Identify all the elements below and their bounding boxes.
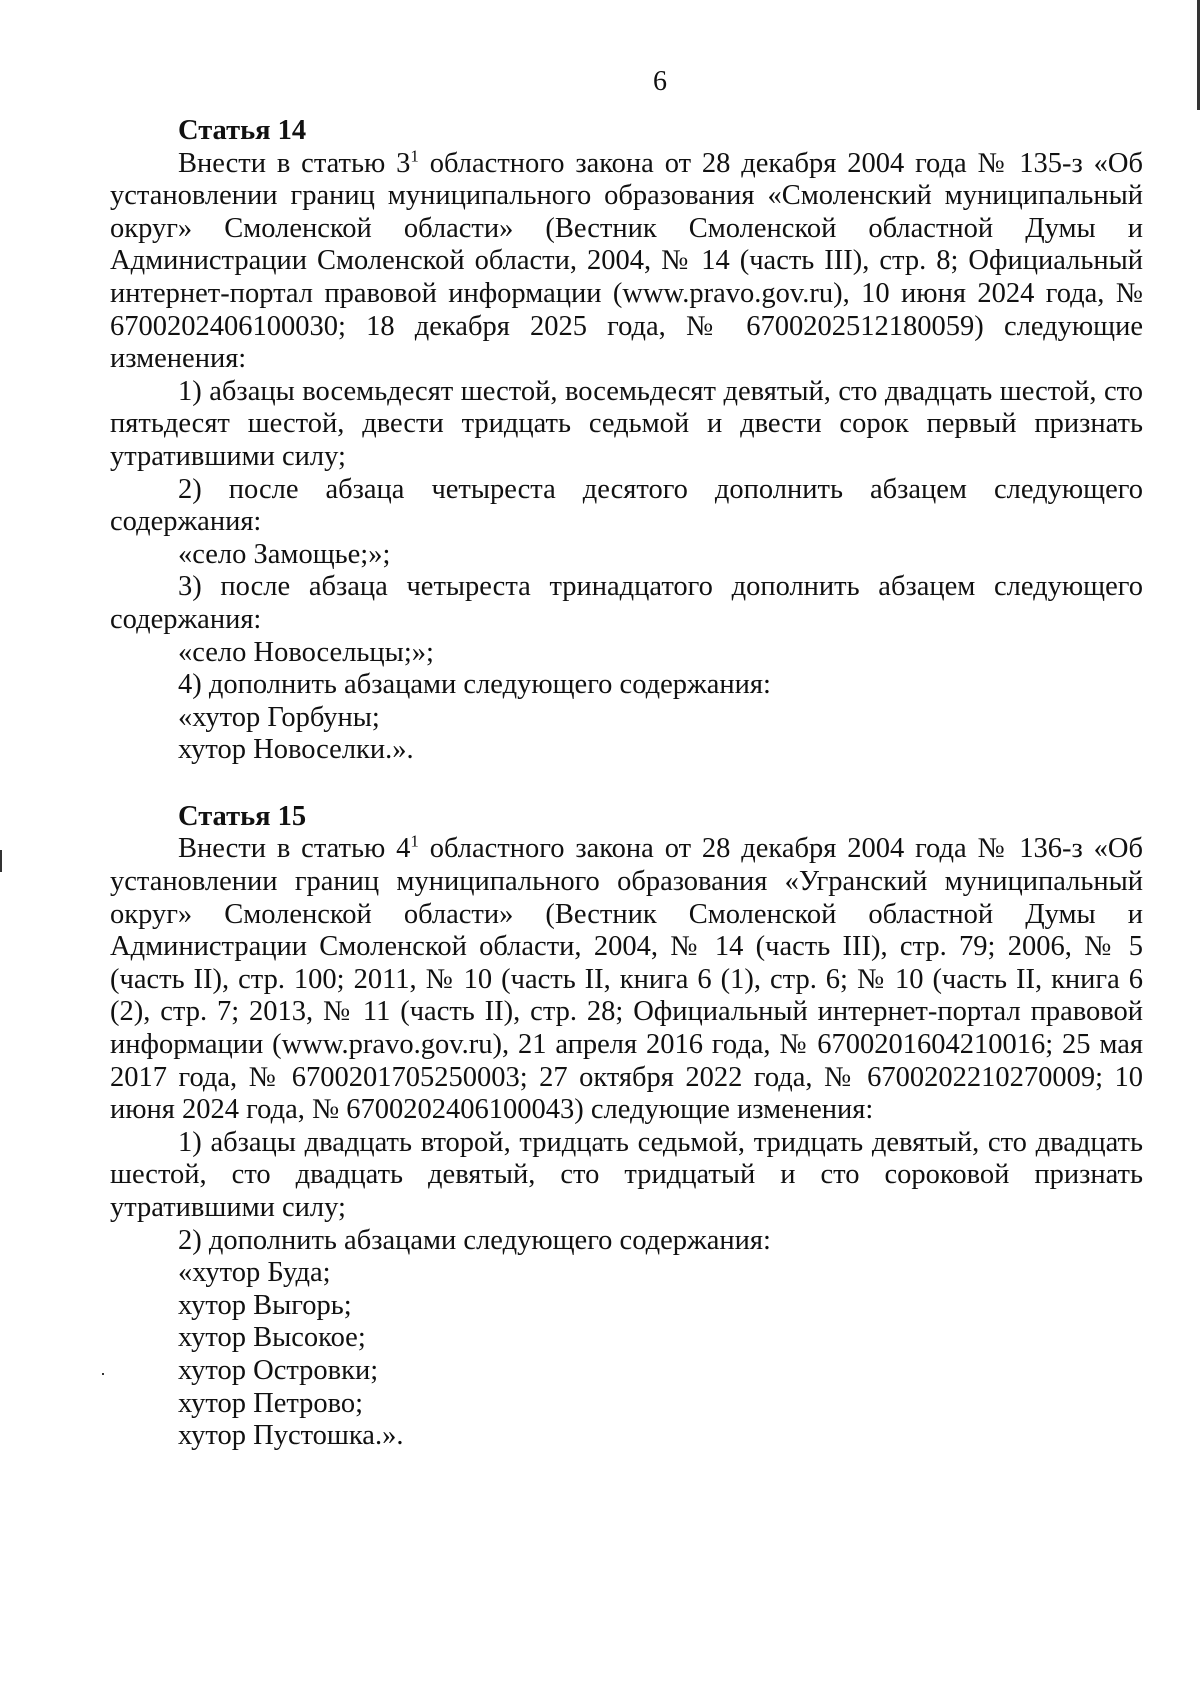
quoted-entry: «село Новосельцы;»; [178, 636, 434, 668]
scan-dot [102, 1373, 104, 1375]
intro-superscript: 1 [410, 831, 419, 851]
intro-text: Внести в статью 3 [178, 147, 411, 179]
article-intro [110, 148, 1143, 376]
quoted-entry: хутор Пустошка.». [178, 1420, 404, 1452]
quoted-entry: «хутор Буда; [178, 1257, 331, 1289]
article-15 [110, 801, 1143, 1453]
amendment-item-1: 1) абзацы восемьдесят шестой, восемьдесят девятый, сто двадцать шестой, сто пятьдесят шестой, двести тридцать седьмой и двести сорок первый признать утратившими силу; [110, 375, 1143, 472]
quoted-entry: «село Замощье;»; [178, 538, 391, 570]
article-title: Статья 15 [178, 800, 307, 832]
page-number: 6 [653, 66, 667, 97]
quoted-entry: хутор Высокое; [178, 1322, 366, 1354]
article-14 [110, 115, 1143, 767]
quoted-entry: «хутор Горбуны; [178, 701, 380, 733]
quoted-entry: хутор Петрово; [178, 1387, 364, 1419]
article-title: Статья 14 [178, 115, 307, 146]
intro-text-continued: областного закона от 28 декабря 2004 года № 135-з «Об установлении границ муниципального образования «Смоленский муниципальный округ» Смоленской области» (Вестник Смоленской областной Думы и Администрации Смоленской области, 2004, № 14 (часть III), стр. 8; Официальный интернет-портал правовой информации (www.pravo.gov.ru), 10 июня 2024 года, № 6700202406100030; 18 декабря 2025 года, № 6700202512180059) следующие изменения: [110, 147, 1143, 375]
amendment-item-4: 4) дополнить абзацами следующего содержания: [178, 669, 771, 701]
article-intro [110, 833, 1143, 1126]
amendment-item-2: 2) после абзаца четыреста десятого дополнить абзацем следующего содержания: [110, 473, 1143, 538]
scan-edge-mark [0, 850, 2, 872]
amendment-item-3: 3) после абзаца четыреста тринадцатого дополнить абзацем следующего содержания: [110, 571, 1143, 635]
quoted-entry: хутор Новоселки.». [178, 734, 414, 766]
quoted-entry: хутор Выгорь; [178, 1289, 352, 1321]
document-body [110, 115, 1143, 1453]
intro-superscript: 1 [410, 146, 419, 166]
intro-text: Внести в статью 4 [178, 833, 411, 865]
intro-text-continued: областного закона от 28 декабря 2004 года № 136-з «Об установлении границ муниципального образования «Угранский муниципальный округ» Смоленской области» (Вестник Смоленской областной Думы и Администрации Смоленской области, 2004, № 14 (часть III), стр. 79; 2006, № 5 (часть II), стр. 100; 2011, № 10 (часть II, книга 6 (1), стр. 6; № 10 (часть II, книга 6 (2), стр. 7; 2013, № 11 (часть II), стр. 28; Официальный интернет-портал правовой информации (www.pravo.gov.ru), 21 апреля 2016 года, № 6700201604210016; 25 мая 2017 года, № 6700201705250003; 27 октября 2022 года, № 6700202210270009; 10 июня 2024 года, № 6700202406100043) следующие изменения: [110, 833, 1143, 1126]
article-spacer [110, 767, 1143, 801]
amendment-item-2: 2) дополнить абзацами следующего содержания: [178, 1224, 771, 1256]
quoted-entry: хутор Островки; [178, 1354, 379, 1386]
amendment-item-1: 1) абзацы двадцать второй, тридцать седьмой, тридцать девятый, сто двадцать шестой, сто двадцать девятый, сто тридцатый и сто сороковой признать утратившими силу; [110, 1126, 1143, 1223]
